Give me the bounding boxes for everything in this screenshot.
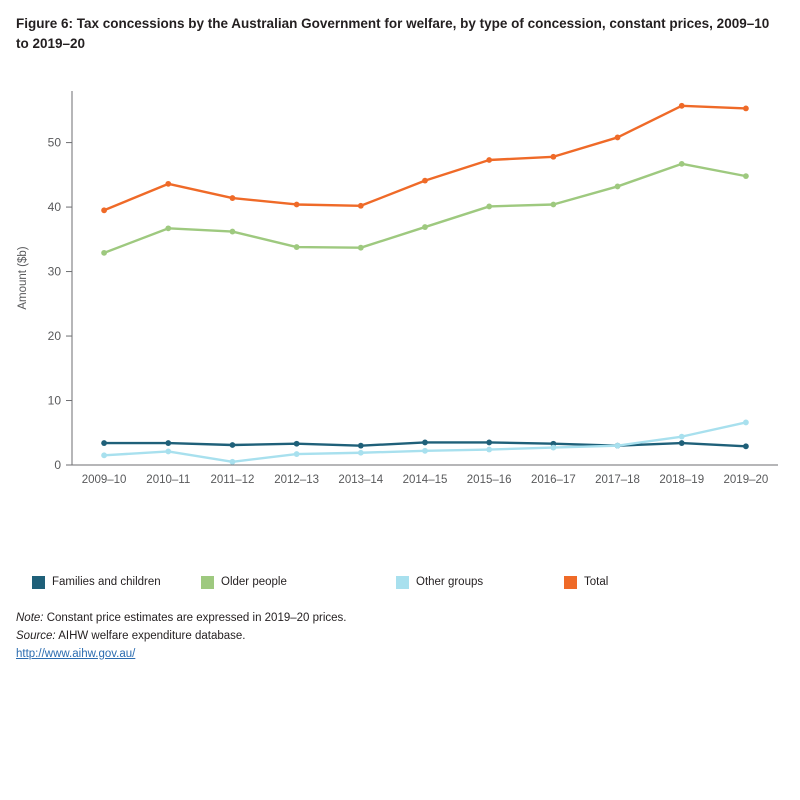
y-axis-tick-label: 10: [47, 393, 61, 408]
chart-legend: [16, 572, 786, 594]
series-point: [358, 443, 364, 449]
series-point: [422, 178, 428, 184]
source-link-line: [16, 646, 786, 664]
series-point: [101, 440, 107, 446]
x-axis-tick-label: 2015–16: [466, 474, 512, 486]
series-point: [615, 184, 621, 190]
series-point: [422, 448, 428, 454]
x-axis-tick-label: 2016–17: [530, 474, 576, 486]
line-chart: [0, 75, 800, 570]
source-text: AIHW welfare expenditure database.: [55, 629, 246, 642]
series-point: [294, 441, 300, 447]
legend-label: Other groups: [416, 576, 484, 588]
series-point: [358, 245, 364, 251]
chart-canvas: [0, 75, 800, 570]
series-point: [165, 225, 171, 231]
series-point: [679, 440, 685, 446]
series-point: [101, 452, 107, 458]
x-axis-tick-label: 2019–20: [723, 474, 769, 486]
x-axis-tick-label: 2009–10: [81, 474, 127, 486]
y-axis-tick-label: 30: [47, 264, 61, 279]
x-axis-tick-label: 2013–14: [338, 474, 384, 486]
series-point: [230, 229, 236, 235]
series-point: [679, 434, 685, 440]
legend-item[interactable]: [201, 572, 287, 592]
x-axis-tick-label: 2018–19: [659, 474, 705, 486]
x-axis-tick-label: 2012–13: [274, 474, 320, 486]
series-point: [550, 445, 556, 451]
series-point: [230, 442, 236, 448]
y-axis-title: Amount ($b): [17, 246, 29, 310]
series-point: [230, 459, 236, 465]
legend-swatch: [32, 576, 45, 589]
legend-item[interactable]: [396, 572, 483, 592]
series-point: [486, 447, 492, 453]
series-point: [294, 451, 300, 457]
page-title: Figure 6: Tax concessions by the Australian Government for welfare, by type of concession, constant prices, 2009–10 to 2019–20: [16, 16, 770, 51]
x-axis-tick-label: 2011–12: [210, 474, 255, 486]
legend-label: Total: [584, 576, 609, 588]
series-point: [743, 106, 749, 112]
source-line: [16, 628, 786, 646]
legend-swatch: [396, 576, 409, 589]
series-point: [294, 202, 300, 208]
note-text: Constant price estimates are expressed in 2019–20 prices.: [43, 612, 347, 624]
y-axis-tick-label: 20: [47, 329, 61, 344]
series-line-3: [104, 106, 746, 210]
legend-item[interactable]: [564, 572, 608, 592]
note-label: Note:: [16, 612, 44, 624]
y-axis-tick-label: 0: [54, 458, 61, 472]
series-point: [615, 135, 621, 141]
series-point: [165, 440, 171, 446]
series-point: [679, 103, 685, 109]
series-point: [743, 173, 749, 179]
series-point: [101, 250, 107, 256]
legend-swatch: [201, 576, 214, 589]
legend-swatch: [564, 576, 577, 589]
series-point: [422, 224, 428, 230]
x-axis-tick-label: 2014–15: [402, 474, 448, 486]
series-point: [743, 420, 749, 426]
series-point: [230, 195, 236, 201]
series-point: [486, 440, 492, 446]
series-point: [165, 449, 171, 455]
source-link[interactable]: http://www.aihw.gov.au/: [16, 647, 136, 660]
series-line-1: [104, 164, 746, 253]
series-point: [550, 202, 556, 208]
x-axis-tick-label: 2010–11: [146, 474, 191, 486]
source-label: Source:: [16, 629, 56, 642]
y-axis-tick-label: 40: [47, 200, 61, 215]
series-point: [422, 440, 428, 446]
series-point: [550, 154, 556, 160]
series-point: [486, 204, 492, 210]
series-point: [743, 443, 749, 449]
series-point: [486, 157, 492, 163]
x-axis-tick-label: 2017–18: [595, 474, 640, 486]
series-point: [358, 450, 364, 456]
series-point: [615, 443, 621, 449]
series-point: [101, 207, 107, 213]
series-point: [358, 203, 364, 209]
series-point: [679, 161, 685, 167]
legend-label: Families and children: [52, 576, 161, 588]
series-point: [165, 181, 171, 187]
legend-label: Older people: [221, 576, 287, 588]
note-line: [16, 610, 786, 628]
y-axis-tick-label: 50: [47, 135, 61, 150]
legend-item[interactable]: [32, 572, 161, 592]
figure-notes: [16, 610, 786, 663]
series-point: [294, 244, 300, 250]
